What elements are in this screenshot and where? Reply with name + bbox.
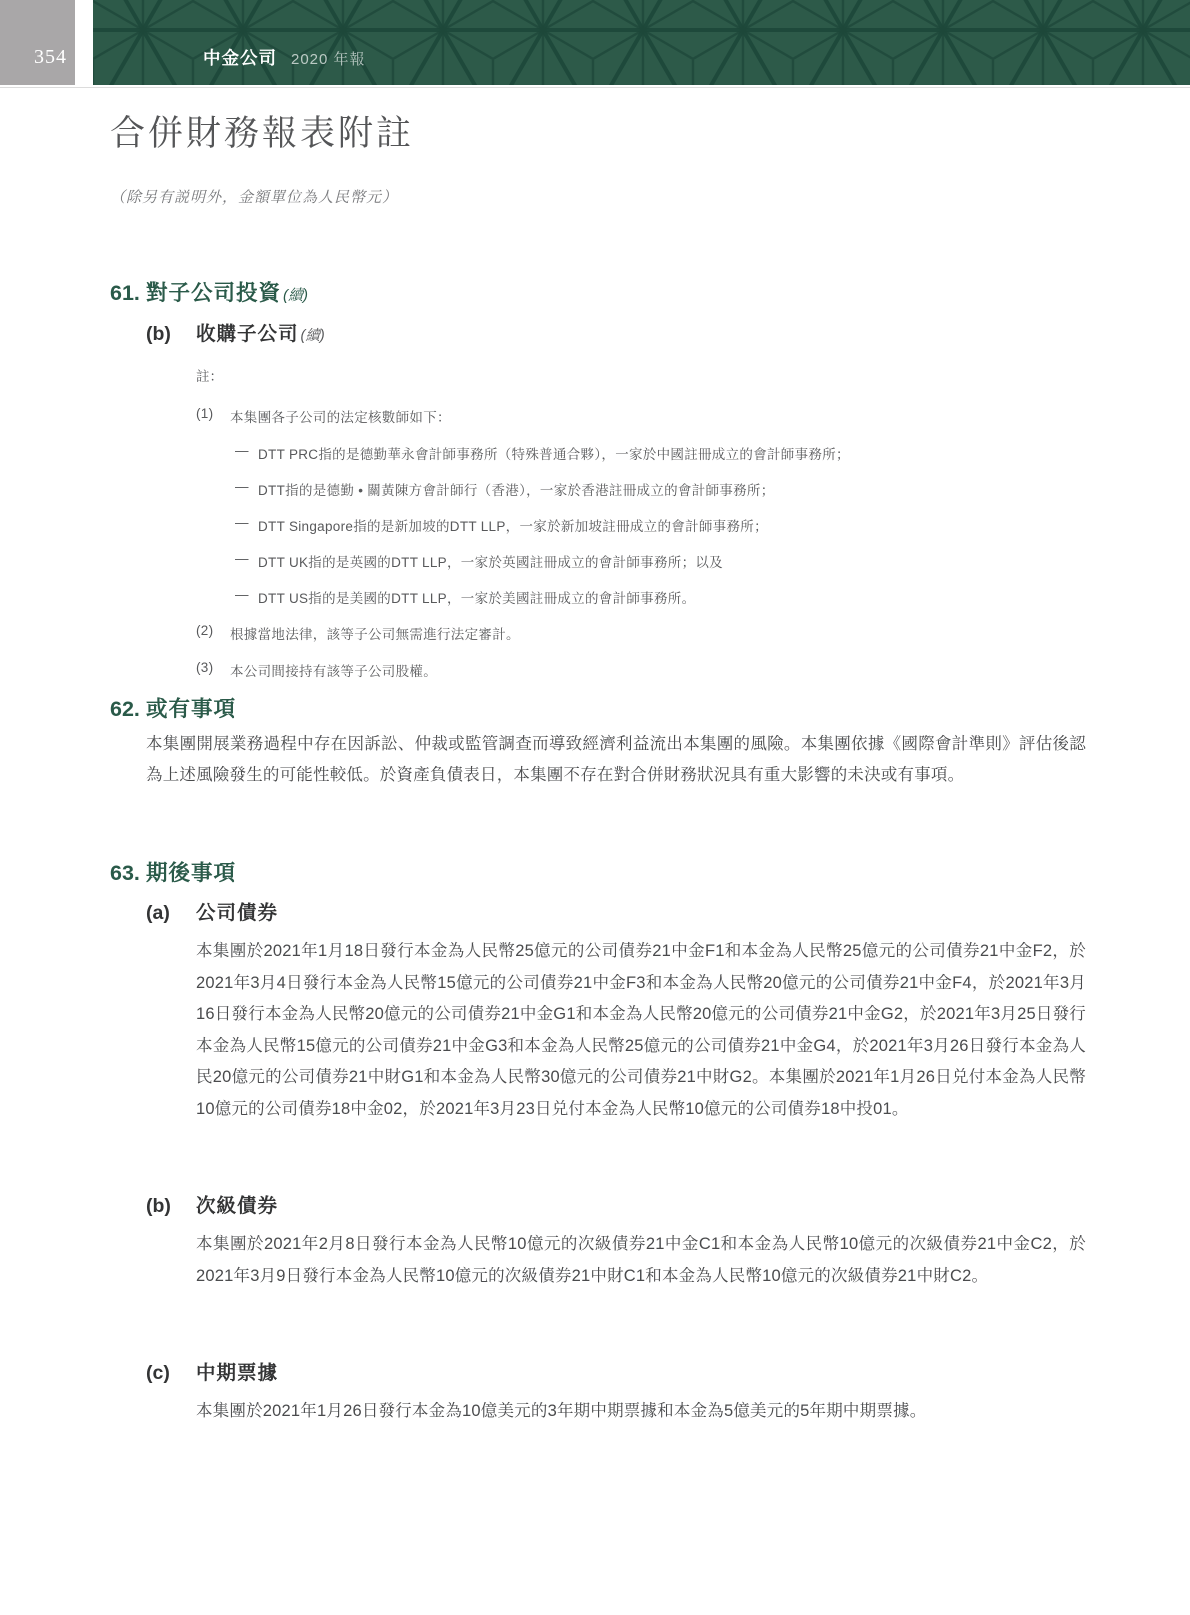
unit-note: （除另有説明外，金額單位為人民幣元） [110, 189, 399, 206]
auditor-bullet-4-text: DTT UK指的是英國的DTT LLP，一家於英國註冊成立的會計師事務所；以及 [258, 555, 723, 570]
page-title: 合併財務報表附註 [110, 114, 415, 153]
section-61-heading [110, 276, 308, 307]
dash-icon: — [235, 515, 249, 530]
section-61b-continued: (續) [300, 328, 325, 344]
note-item-3 [196, 660, 437, 680]
note-label: 註： [196, 369, 223, 384]
section-63c-body: 本集團於2021年1月26日發行本金為10億美元的3年期中期票據和本金為5億美元的5年期中期票據。 [196, 1402, 927, 1420]
section-63b-title: 次級債券 [196, 1195, 279, 1217]
section-63-title: 期後事項 [146, 861, 237, 885]
note-item-1 [196, 406, 451, 426]
dash-icon: — [235, 479, 249, 494]
page-number-box [0, 0, 75, 85]
section-61b-title: 收購子公司 [196, 323, 299, 345]
section-62-number: 62. [110, 697, 140, 721]
page-number: 354 [34, 46, 67, 68]
auditor-bullet-1 [235, 443, 850, 463]
section-62-body: 本集團開展業務過程中存在因訴訟、仲裁或監管調查而導致經濟利益流出本集團的風險。本集團依據《國際會計準則》評估後認為上述風險發生的可能性較低。於資產負債表日，本集團不存在對合併財務狀況具有重大影響的未決或有事項。 [146, 735, 1086, 784]
note-item-2-number: (2) [196, 623, 214, 638]
report-year: 2020 年報 [291, 51, 366, 68]
section-63a-body: 本集團於2021年1月18日發行本金為人民幣25億元的公司債券21中金F1和本金為人民幣25億元的公司債券21中金F2，於2021年3月4日發行本金為人民幣15億元的公司債券21中金F3和本金為人民幣20億元的公司債券21中金F4，於2021年3月16日發行本金為人民幣20億元的公司債券21中金G1和本金為人民幣20億元的公司債券21中金G2，於2021年3月25日發行本金為人民幣15億元的公司債券21中金G3和本金為人民幣25億元的公司債券21中金G4，於2021年3月26日發行本金為人民20億元的公司債券21中財G1和本金為人民幣30億元的公司債券21中財G2。本集團於2021年1月26日兑付本金為人民幣10億元的公司債券18中金02，於2021年3月23日兑付本金為人民幣10億元的公司債券18中投01。 [196, 942, 1086, 1118]
dash-icon: — [235, 587, 249, 602]
company-name: 中金公司 [203, 48, 277, 68]
section-62-heading [110, 692, 236, 723]
auditor-bullet-2 [235, 479, 775, 499]
section-61b-heading [146, 318, 325, 346]
section-61-continued: (續) [283, 287, 309, 304]
section-63b-heading [146, 1190, 278, 1218]
section-63a-label: (a) [146, 902, 170, 924]
auditor-bullet-3-text: DTT Singapore指的是新加坡的DTT LLP，一家於新加坡註冊成立的會計師事務所； [258, 519, 768, 534]
section-63a-title: 公司債券 [196, 902, 279, 924]
auditor-bullet-5 [235, 587, 695, 607]
section-63c-heading [146, 1357, 278, 1385]
section-61-title: 對子公司投資 [146, 281, 282, 305]
auditor-bullet-1-text: DTT PRC指的是德勤華永會計師事務所（特殊普通合夥），一家於中國註冊成立的會計師事務所； [258, 447, 850, 462]
dash-icon: — [235, 551, 249, 566]
auditor-bullet-4 [235, 551, 723, 571]
note-item-2-text: 根據當地法律，該等子公司無需進行法定審計。 [230, 627, 520, 642]
section-63-heading [110, 856, 236, 887]
header-divider [0, 87, 1190, 88]
section-63c-title: 中期票據 [196, 1362, 279, 1384]
dash-icon: — [235, 443, 249, 458]
auditor-bullet-2-text: DTT指的是德勤 • 關黃陳方會計師行（香港），一家於香港註冊成立的會計師事務所； [258, 483, 775, 498]
section-61b-label: (b) [146, 323, 171, 345]
section-63-number: 63. [110, 861, 140, 885]
header-band [93, 0, 1190, 85]
auditor-bullet-5-text: DTT US指的是美國的DTT LLP，一家於美國註冊成立的會計師事務所。 [258, 591, 696, 606]
section-63c-label: (c) [146, 1362, 170, 1384]
asanoha-pattern [93, 0, 1190, 85]
note-item-2 [196, 623, 520, 643]
auditor-bullet-3 [235, 515, 768, 535]
note-item-3-number: (3) [196, 660, 214, 675]
section-63b-label: (b) [146, 1195, 171, 1217]
section-63b-body: 本集團於2021年2月8日發行本金為人民幣10億元的次級債券21中金C1和本金為人民幣10億元的次級債券21中金C2，於2021年3月9日發行本金為人民幣10億元的次級債券21中財C1和本金為人民幣10億元的次級債券21中財C2。 [196, 1235, 1086, 1285]
note-item-1-text: 本集團各子公司的法定核數師如下： [230, 410, 451, 425]
brand [203, 45, 366, 70]
section-61-number: 61. [110, 281, 140, 305]
section-63a-heading [146, 897, 278, 925]
section-62-title: 或有事項 [146, 697, 237, 721]
note-item-1-number: (1) [196, 406, 214, 421]
note-item-3-text: 本公司間接持有該等子公司股權。 [230, 664, 437, 679]
